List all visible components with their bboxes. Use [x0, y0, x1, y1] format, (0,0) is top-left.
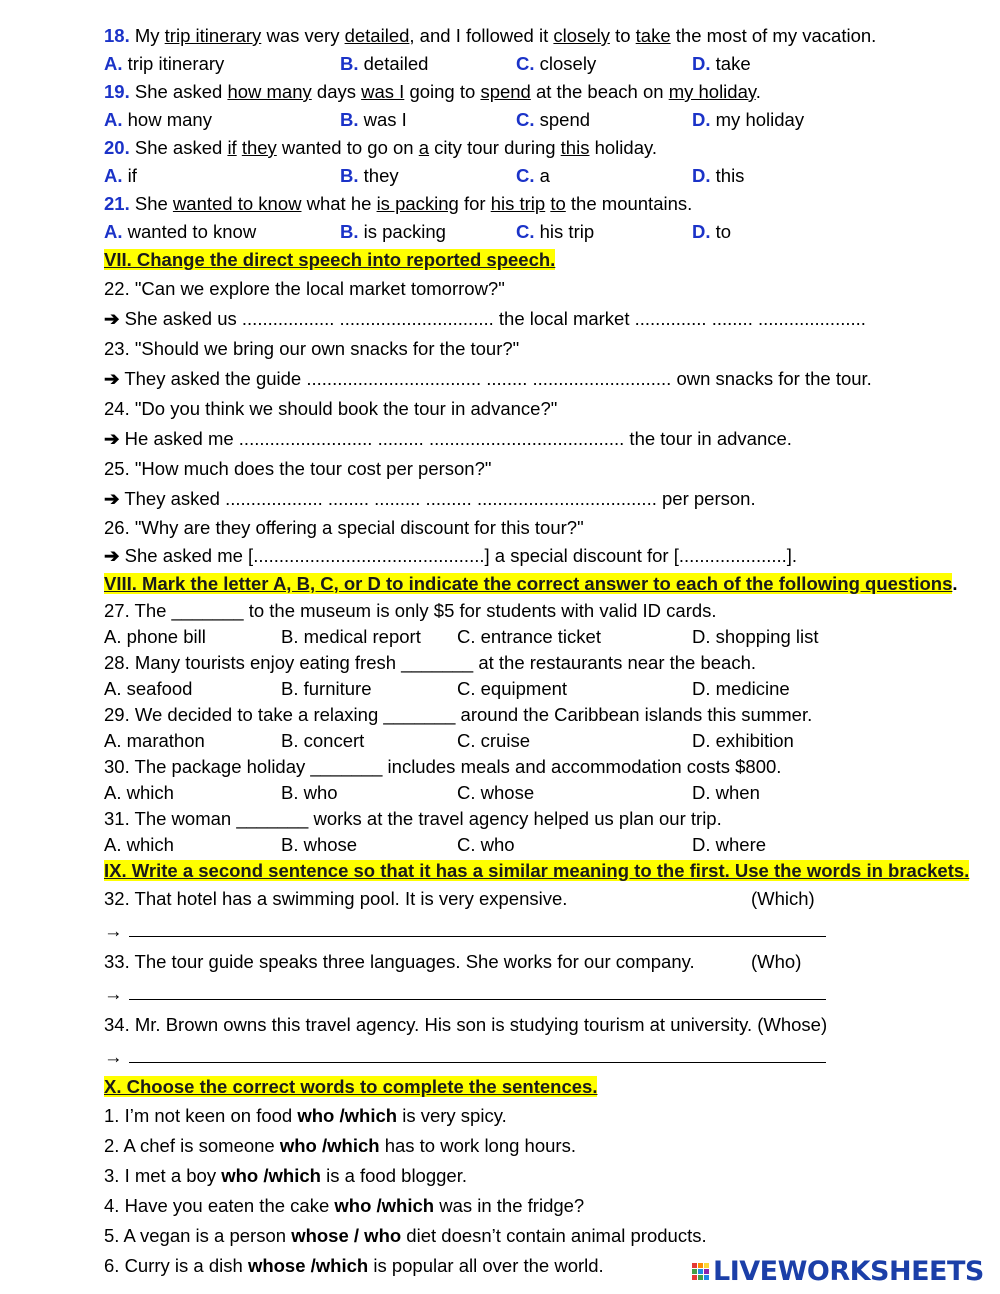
options-31: [104, 832, 964, 858]
question-31: 31. The woman _______ works at the travel agency helped us plan our trip.: [104, 808, 722, 829]
section-7-heading: VII. Change the direct speech into reported speech.: [104, 249, 556, 270]
options-20: [104, 162, 964, 190]
question-18: 18. My trip itinerary was very detailed, and I followed it closely to take the most of my vacation.: [104, 25, 877, 46]
option-b[interactable]: B. whose: [281, 834, 358, 855]
logo-grid-icon: [692, 1263, 709, 1280]
answer-25[interactable]: ➔ They asked ................... ........ ......... ......... ................................... per person.: [104, 488, 756, 509]
question-21: 21. She wanted to know what he is packing for his trip to the mountains.: [104, 193, 693, 214]
logo-square: [692, 1269, 697, 1274]
question-24: 24. "Do you think we should book the tour in advance?": [104, 398, 558, 419]
liveworksheets-logo: LIVEWORKSHEETS: [692, 1254, 984, 1288]
option-c[interactable]: C. spend: [516, 109, 591, 130]
option-a[interactable]: A. trip itinerary: [104, 53, 225, 74]
options-18: [104, 50, 964, 78]
option-b[interactable]: B. detailed: [340, 53, 429, 74]
answer-blank[interactable]: [129, 1046, 826, 1063]
answer-blank[interactable]: [129, 983, 826, 1000]
word-choice[interactable]: whose /which: [247, 1255, 369, 1276]
question-19: 19. She asked how many days was I going to spend at the beach on my holiday.: [104, 81, 761, 102]
option-c[interactable]: C. equipment: [457, 678, 568, 699]
logo-square: [698, 1269, 703, 1274]
option-d[interactable]: D. to: [692, 221, 732, 242]
answer-22[interactable]: ➔ She asked us .................. .............................. the local market .............. ........ .....................: [104, 308, 866, 329]
answer-line-33[interactable]: →: [104, 977, 964, 1010]
option-c[interactable]: C. closely: [516, 53, 597, 74]
option-b[interactable]: B. who: [281, 782, 338, 803]
choice-item-4: 4. Have you eaten the cake who /which was in the fridge?: [104, 1195, 585, 1216]
options-28: [104, 676, 964, 702]
question-32: 32. That hotel has a swimming pool. It is very expensive. (Which): [104, 888, 815, 909]
option-b[interactable]: B. was I: [340, 109, 407, 130]
word-choice[interactable]: who /which: [297, 1105, 398, 1126]
option-d[interactable]: D. when: [692, 782, 760, 803]
options-27: [104, 624, 964, 650]
option-b[interactable]: B. medical report: [281, 626, 421, 647]
worksheet-page: [104, 22, 970, 1281]
options-19: [104, 106, 964, 134]
question-34: 34. Mr. Brown owns this travel agency. His son is studying tourism at university. (Whose): [104, 1014, 828, 1035]
question-30: 30. The package holiday _______ includes meals and accommodation costs $800.: [104, 756, 782, 777]
question-20: 20. She asked if they wanted to go on a city tour during this holiday.: [104, 137, 658, 158]
option-b[interactable]: B. is packing: [340, 221, 446, 242]
choice-item-6: 6. Curry is a dish whose /which is popular all over the world.: [104, 1255, 604, 1276]
answer-26[interactable]: ➔ She asked me [.............................................] a special discount for [.....................].: [104, 545, 798, 566]
question-33: 33. The tour guide speaks three languages. She works for our company. (Who): [104, 951, 802, 972]
question-26: 26. "Why are they offering a special discount for this tour?": [104, 517, 584, 538]
logo-square: [704, 1269, 709, 1274]
logo-square: [692, 1263, 697, 1268]
answer-blank[interactable]: [129, 920, 826, 937]
option-c[interactable]: C. entrance ticket: [457, 626, 601, 647]
option-a[interactable]: A. which: [104, 834, 174, 855]
option-d[interactable]: D. medicine: [692, 678, 790, 699]
choice-item-2: 2. A chef is someone who /which has to work long hours.: [104, 1135, 576, 1156]
option-d[interactable]: D. exhibition: [692, 730, 794, 751]
options-29: [104, 728, 964, 754]
word-choice[interactable]: who /which: [221, 1165, 321, 1186]
option-a[interactable]: A. phone bill: [104, 626, 206, 647]
option-c[interactable]: C. a: [516, 165, 550, 186]
logo-square: [698, 1263, 703, 1268]
logo-square: [704, 1275, 709, 1280]
answer-24[interactable]: ➔ He asked me .......................... ......... ...................................... the tour in advance.: [104, 428, 792, 449]
answer-23[interactable]: ➔ They asked the guide .................................. ........ ........................... own snacks for the tour.: [104, 368, 872, 389]
option-c[interactable]: C. his trip: [516, 221, 595, 242]
option-a[interactable]: A. wanted to know: [104, 221, 257, 242]
question-22: 22. "Can we explore the local market tomorrow?": [104, 278, 505, 299]
choice-item-1: 1. I’m not keen on food who /which is very spicy.: [104, 1105, 507, 1126]
option-a[interactable]: A. seafood: [104, 678, 193, 699]
option-c[interactable]: C. who: [457, 834, 515, 855]
logo-square: [698, 1275, 703, 1280]
option-b[interactable]: B. concert: [281, 730, 365, 751]
logo-square: [692, 1275, 697, 1280]
section-8-heading: VIII. Mark the letter A, B, C, or D to indicate the correct answer to each of the following questions.: [104, 573, 958, 594]
section-10-heading: X. Choose the correct words to complete the sentences.: [104, 1076, 598, 1097]
option-a[interactable]: A. if: [104, 165, 137, 186]
option-b[interactable]: B. they: [340, 165, 399, 186]
answer-line-34[interactable]: →: [104, 1040, 964, 1073]
section-9-heading: IX. Write a second sentence so that it has a similar meaning to the first. Use the words in brackets.: [104, 860, 970, 881]
option-a[interactable]: A. marathon: [104, 730, 205, 751]
question-28: 28. Many tourists enjoy eating fresh _______ at the restaurants near the beach.: [104, 652, 757, 673]
word-choice[interactable]: who /which: [334, 1195, 435, 1216]
options-21: [104, 218, 964, 246]
options-30: [104, 780, 964, 806]
option-d[interactable]: D. shopping list: [692, 626, 819, 647]
answer-line-32[interactable]: →: [104, 914, 964, 947]
word-choice[interactable]: who /which: [279, 1135, 380, 1156]
option-d[interactable]: D. take: [692, 53, 751, 74]
option-a[interactable]: A. which: [104, 782, 174, 803]
option-c[interactable]: C. cruise: [457, 730, 530, 751]
choice-item-3: 3. I met a boy who /which is a food blogger.: [104, 1165, 467, 1186]
option-a[interactable]: A. how many: [104, 109, 212, 130]
question-27: 27. The _______ to the museum is only $5 for students with valid ID cards.: [104, 600, 717, 621]
question-23: 23. "Should we bring our own snacks for the tour?": [104, 338, 520, 359]
word-choice[interactable]: whose / who: [291, 1225, 402, 1246]
option-d[interactable]: D. my holiday: [692, 109, 805, 130]
choice-item-5: 5. A vegan is a person whose / who diet doesn’t contain animal products.: [104, 1225, 707, 1246]
question-29: 29. We decided to take a relaxing _______ around the Caribbean islands this summer.: [104, 704, 813, 725]
option-c[interactable]: C. whose: [457, 782, 535, 803]
option-d[interactable]: D. where: [692, 834, 767, 855]
option-d[interactable]: D. this: [692, 165, 745, 186]
logo-square: [704, 1263, 709, 1268]
option-b[interactable]: B. furniture: [281, 678, 372, 699]
question-25: 25. "How much does the tour cost per person?": [104, 458, 492, 479]
